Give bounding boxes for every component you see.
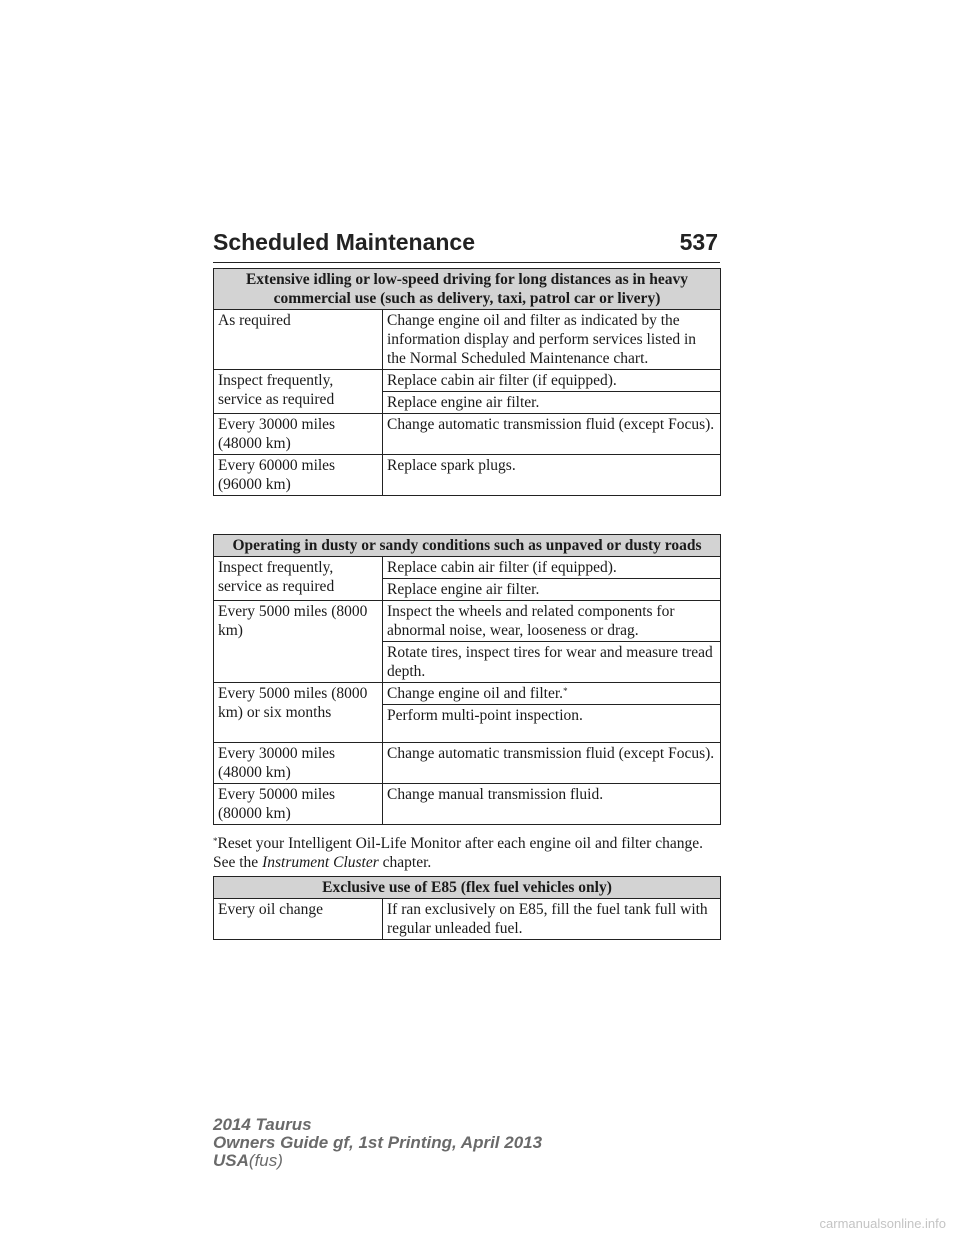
- service-cell: If ran exclusively on E85, fill the fuel tank full with regular unleaded fuel.: [383, 899, 721, 940]
- maintenance-table-e85: [213, 876, 721, 940]
- footer-market-name: USA: [213, 1151, 249, 1170]
- interval-cell: Inspect frequently, service as required: [214, 370, 383, 414]
- service-cell: [383, 683, 721, 705]
- table-row: [214, 899, 721, 940]
- watermark: carmanualsonline.info: [819, 1216, 946, 1231]
- maintenance-table-idling: [213, 268, 721, 496]
- table-row: [214, 455, 721, 496]
- page-footer: [213, 1116, 542, 1170]
- chapter-reference: Instrument Cluster: [262, 854, 379, 871]
- table-row: [214, 743, 721, 784]
- interval-cell: Every 5000 miles (8000 km): [214, 601, 383, 683]
- footer-edition: Owners Guide gf, 1st Printing, April 2013: [213, 1133, 543, 1152]
- table-row: [214, 414, 721, 455]
- section-title: Scheduled Maintenance: [213, 229, 476, 255]
- table-row: [214, 370, 721, 392]
- service-cell: Change manual transmission fluid.: [383, 784, 721, 825]
- interval-cell: Inspect frequently, service as required: [214, 557, 383, 601]
- service-cell: Replace spark plugs.: [383, 455, 721, 496]
- header-rule: [213, 262, 720, 263]
- service-cell: Change automatic transmission fluid (except Focus).: [383, 414, 721, 455]
- service-cell: Change automatic transmission fluid (except Focus).: [383, 743, 721, 784]
- service-cell: Replace engine air filter.: [383, 579, 721, 601]
- interval-cell: Every 5000 miles (8000 km) or six months: [214, 683, 383, 743]
- footer-model: 2014 Taurus: [213, 1115, 312, 1134]
- service-cell: Replace cabin air filter (if equipped).: [383, 370, 721, 392]
- table-heading: Operating in dusty or sandy conditions such as unpaved or dusty roads: [214, 535, 721, 557]
- service-cell: Rotate tires, inspect tires for wear and measure tread depth.: [383, 642, 721, 683]
- table-row: [214, 601, 721, 642]
- footnote-marker: *: [563, 686, 568, 696]
- footnote: [213, 834, 723, 872]
- interval-cell: Every oil change: [214, 899, 383, 940]
- interval-cell: Every 50000 miles (80000 km): [214, 784, 383, 825]
- table-row: [214, 784, 721, 825]
- table-row: [214, 683, 721, 705]
- table-row: [214, 310, 721, 370]
- interval-cell: As required: [214, 310, 383, 370]
- interval-cell: Every 30000 miles (48000 km): [214, 743, 383, 784]
- service-cell: Change engine oil and filter as indicated by the information display and perform services listed in the Normal Scheduled Maintenance chart.: [383, 310, 721, 370]
- table-row: [214, 557, 721, 579]
- footnote-marker: *: [213, 836, 218, 846]
- service-cell: Inspect the wheels and related components for abnormal noise, wear, looseness or drag.: [383, 601, 721, 642]
- service-cell: Perform multi-point inspection.: [383, 705, 721, 743]
- footnote-text: Reset your Intelligent Oil-Life Monitor after each engine oil and filter change. See the: [213, 835, 703, 871]
- table-heading: Extensive idling or low-speed driving for long distances as in heavy commercial use (such as delivery, taxi, patrol car or livery): [214, 269, 721, 310]
- interval-cell: Every 30000 miles (48000 km): [214, 414, 383, 455]
- table-heading: Exclusive use of E85 (flex fuel vehicles only): [214, 877, 721, 899]
- footer-market: [213, 1152, 542, 1170]
- page-header: [213, 229, 720, 258]
- page-number: 537: [679, 229, 718, 255]
- interval-cell: Every 60000 miles (96000 km): [214, 455, 383, 496]
- maintenance-table-dusty: [213, 534, 721, 825]
- footnote-text-end: chapter.: [382, 854, 432, 871]
- service-text: Change engine oil and filter.: [387, 685, 564, 702]
- service-cell: Replace cabin air filter (if equipped).: [383, 557, 721, 579]
- service-cell: Replace engine air filter.: [383, 392, 721, 414]
- footer-market-code: (fus): [248, 1151, 283, 1170]
